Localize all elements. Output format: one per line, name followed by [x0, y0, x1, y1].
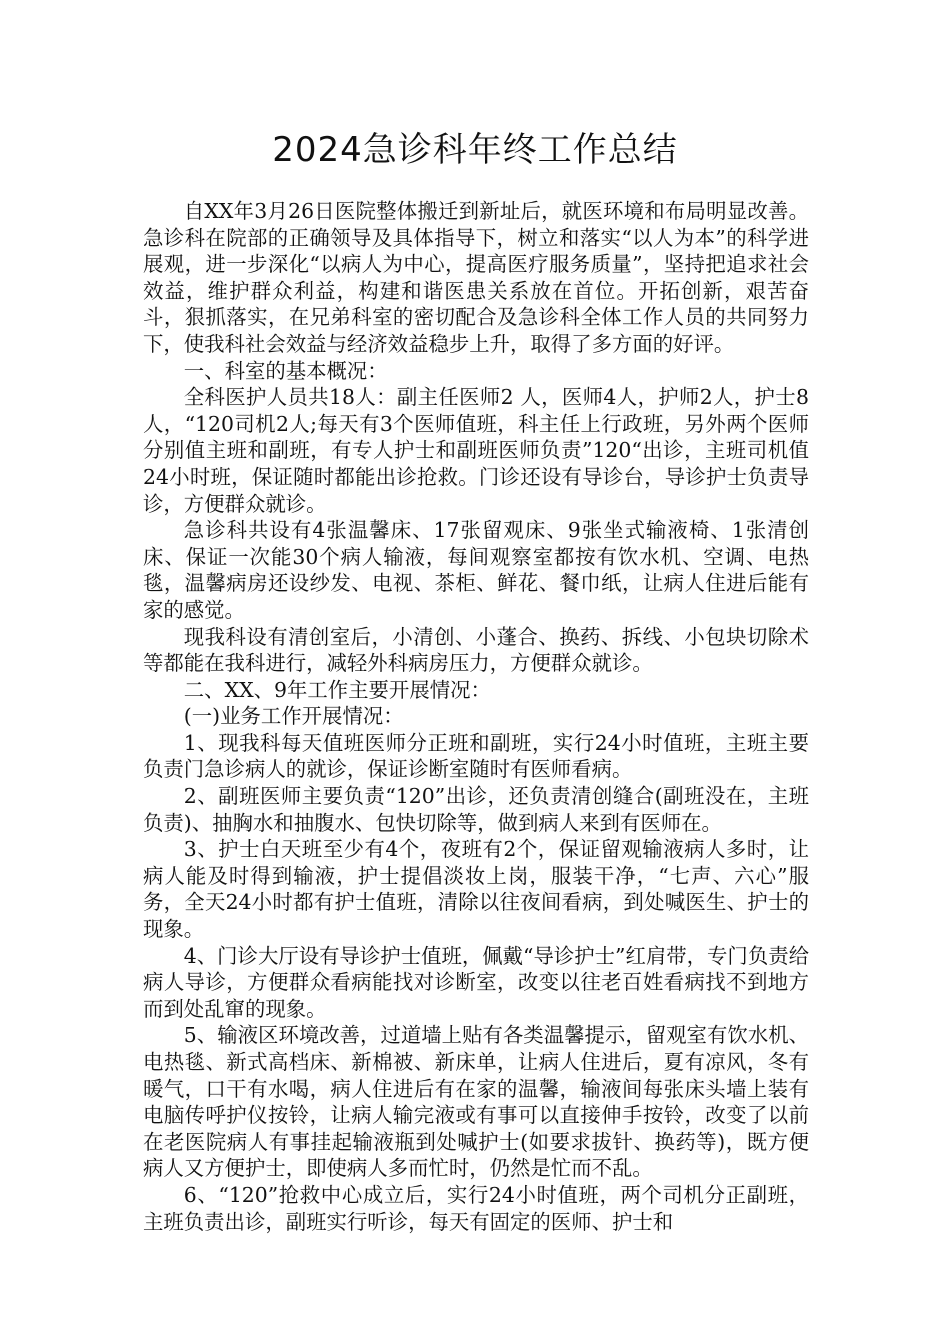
section-heading-overview: 一、科室的基本概况： [183, 358, 388, 383]
document-title: 2024急诊科年终工作总结 [272, 130, 678, 170]
list-item-3: 3、护士白天班至少有4个，夜班有2个，保证留观输液病人多时，让病人能及时得到输液，护士提倡淡妆上岗，服装干净，“七声、六心”服务，全天24小时都有护士值班，清除以往夜间看病，到处喊医生、护士的现象。 [143, 837, 809, 942]
paragraph-intro: 自XX年3月26日医院整体搬迁到新址后，就医环境和布局明显改善。急诊科在院部的正确领导及具体指导下，树立和落实“以人为本”的科学进展观，进一步深化“以病人为中心，提高医疗服务质量”，坚持把追求社会效益，维护群众利益，构建和谐医患关系放在首位。开拓创新，艰苦奋斗，狠抓落实，在兄弟科室的密切配合及急诊科全体工作人员的共同努力下，使我科社会效益与经济效益稳步上升，取得了多方面的好评。 [143, 199, 809, 356]
paragraph-staff: 全科医护人员共18人：副主任医师2 人，医师4人，护师2人，护士8人，“120司机2人;每天有3个医师值班，科主任上行政班，另外两个医师分别值主班和副班，有专人护士和副班医师负责”120“出诊，主班司机值24小时班，保证随时都能出诊抢救。门诊还设有导诊台，导诊护士负责导诊，方便群众就诊。 [143, 385, 809, 516]
subsection-heading-business: (一)业务工作开展情况： [183, 704, 404, 729]
section-heading-work: 二、XX、9年工作主要开展情况： [183, 677, 491, 702]
list-item-5: 5、输液区环境改善，过道墙上贴有各类温馨提示，留观室有饮水机、电热毯、新式高档床、新棉被、新床单，让病人住进后，夏有凉风，冬有暖气，口干有水喝，病人住进后有在家的温馨，输液间每张床头墙上装有电脑传呼护仪按铃，让病人输完液或有事可以直接伸手按铃，改变了以前在老医院病人有事挂起输液瓶到处喊护士(如要求拔针、换药等)，既方便病人又方便护士，即使病人多而忙时，仍然是忙而不乱。 [143, 1023, 809, 1181]
paragraph-beds: 急诊科共设有4张温馨床、17张留观床、9张坐式输液椅、1张清创床、保证一次能30个病人输液，每间观察室都按有饮水机、空调、电热毯，温馨病房还设纱发、电视、茶柜、鲜花、餐巾纸，让病人住进后能有家的感觉。 [143, 518, 809, 622]
list-item-2: 2、副班医师主要负责“120”出诊，还负责清创缝合(副班没在，主班负责)、抽胸水和抽腹水、包快切除等，做到病人来到有医师在。 [143, 784, 809, 835]
paragraph-debridement: 现我科设有清创室后，小清创、小蓬合、换药、拆线、小包块切除术等都能在我科进行，减轻外科病房压力，方便群众就诊。 [143, 624, 809, 676]
document-body [143, 198, 809, 1235]
list-item-4: 4、门诊大厅设有导诊护士值班，佩戴“导诊护士”红肩带，专门负责给病人导诊，方便群众看病能找对诊断室，改变以往老百姓看病找不到地方而到处乱窜的现象。 [143, 943, 809, 1021]
list-item-1: 1、现我科每天值班医师分正班和副班，实行24小时值班，主班主要负责门急诊病人的就诊，保证诊断室随时有医师看病。 [143, 730, 809, 782]
list-item-6: 6、“120”抢救中心成立后，实行24小时值班，两个司机分正副班，主班负责出诊，副班实行听诊，每天有固定的医师、护士和 [143, 1182, 809, 1234]
